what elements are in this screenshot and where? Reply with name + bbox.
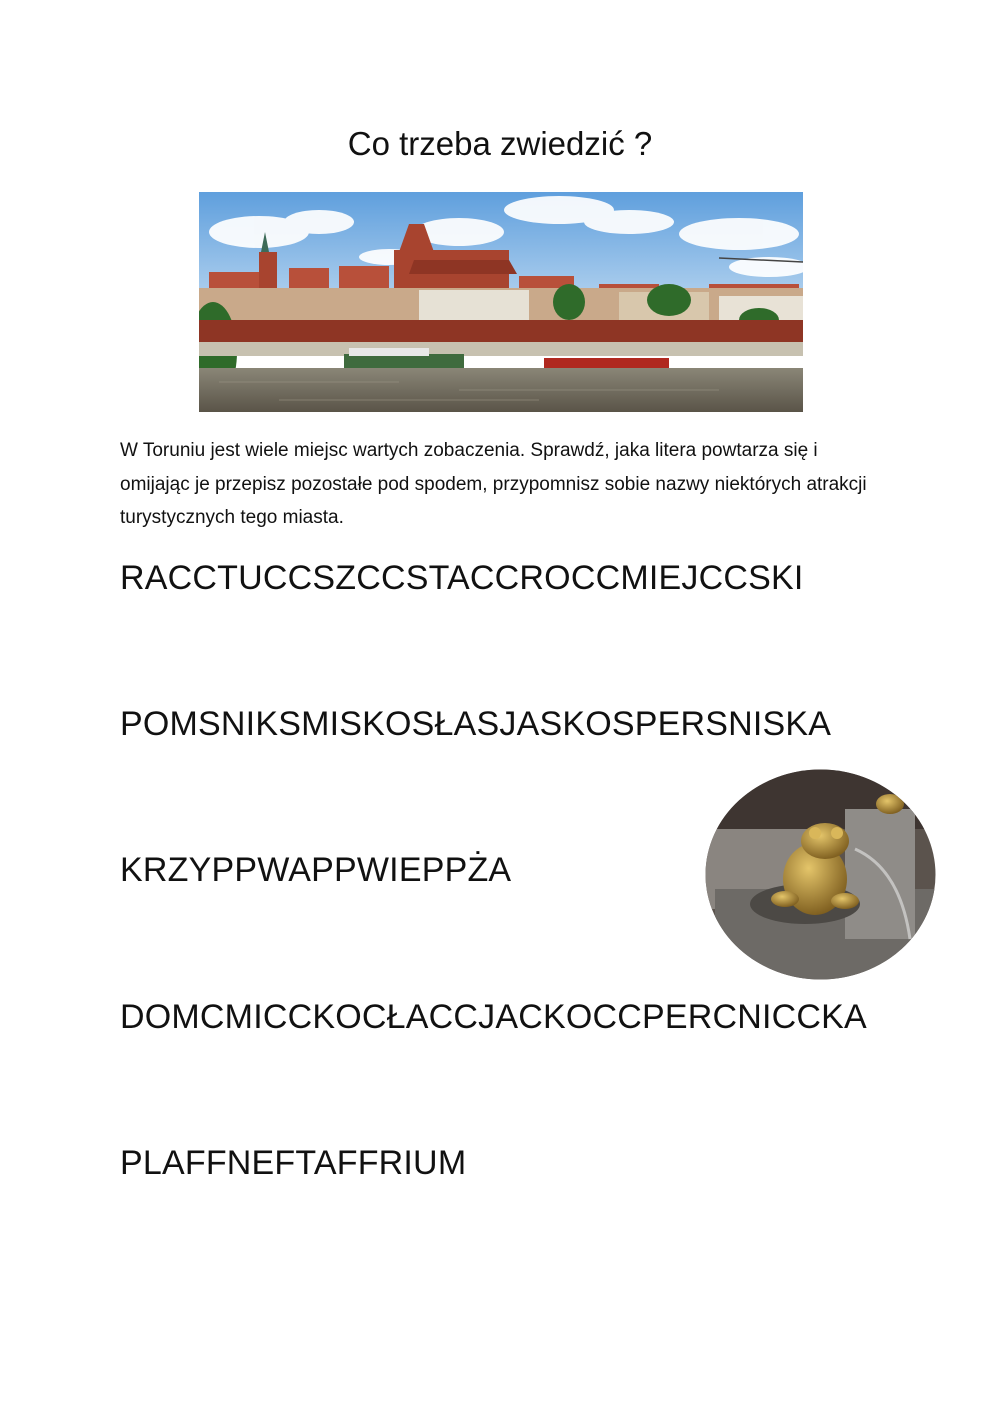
puzzle-line-5: PLAFFNEFTAFFRIUM: [120, 1144, 467, 1182]
frog-fountain-photo: [705, 769, 936, 980]
puzzle-line-1: RACCTUCCSZCCSTACCROCCMIEJCCSKI: [120, 559, 804, 597]
instructions-text: W Toruniu jest wiele miejsc wartych zobaczenia. Sprawdź, jaka litera powtarza się i omijając je przepisz pozostałe pod spodem, przypomnisz sobie nazwy niektórych atrakcji turystycznych tego miasta.: [120, 440, 867, 528]
torun-panorama-photo: [199, 192, 803, 412]
puzzle-line-3: KRZYPPWAPPWIEPPŻA: [120, 851, 512, 889]
puzzle-line-2: POMSNIKSMISKOSŁASJASKOSPERSNISKA: [120, 705, 832, 743]
puzzle-line-4: DOMCMICCKOCŁACCJACKOCCPERCNICCKA: [120, 998, 867, 1036]
page-title: Co trzeba zwiedzić ?: [347, 125, 653, 162]
